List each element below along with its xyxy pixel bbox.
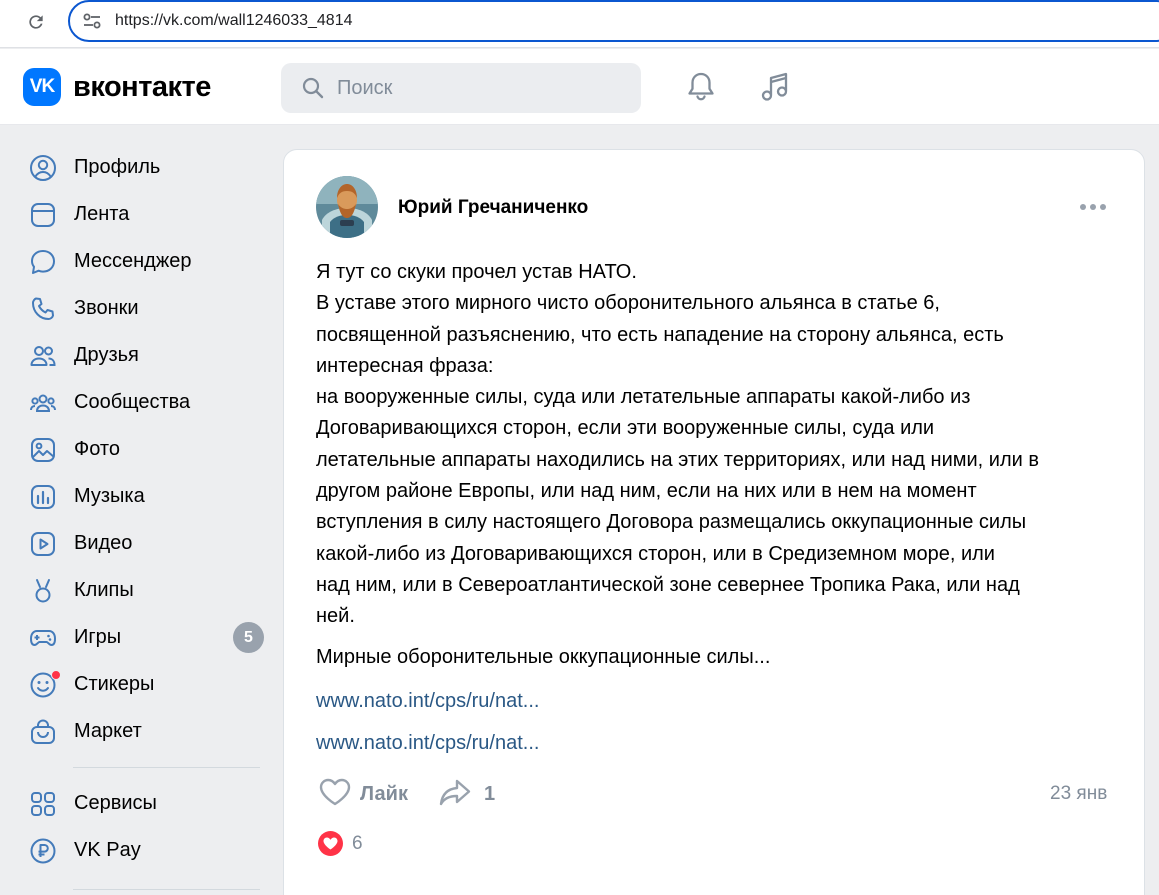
vk-logo-text: вконтакте — [73, 70, 211, 103]
phone-icon — [28, 294, 58, 324]
music-icon — [28, 482, 58, 512]
market-icon — [28, 717, 58, 747]
vkpay-icon — [28, 836, 58, 866]
nav-item-video[interactable] — [0, 520, 270, 567]
nav-label: Профиль — [74, 156, 161, 178]
nav-item-profile[interactable] — [0, 144, 270, 191]
nav-label: Стикеры — [74, 673, 155, 695]
nav-item-friends[interactable] — [0, 332, 270, 379]
nav-label: Игры — [74, 626, 122, 648]
new-stickers-dot — [51, 670, 61, 680]
nav-item-calls[interactable] — [0, 285, 270, 332]
url-text: https://vk.com/wall1246033_4814 — [115, 12, 353, 29]
photo-icon — [28, 435, 58, 465]
reload-icon[interactable] — [22, 8, 50, 36]
author-avatar[interactable] — [316, 176, 378, 238]
search-input[interactable] — [337, 63, 627, 113]
post-author-name[interactable]: Юрий Гречаниченко — [398, 197, 589, 218]
nav-label: Клипы — [74, 579, 134, 601]
clips-icon — [28, 576, 58, 606]
search-icon — [301, 76, 325, 105]
nav-label: Друзья — [74, 344, 139, 366]
share-button[interactable] — [438, 777, 495, 812]
nav-item-services[interactable] — [0, 780, 270, 827]
vk-logo[interactable] — [23, 68, 211, 106]
post-text: Я тут со скуки прочел устав НАТО. В уставе этого мирного чисто оборонительного альянса в статье 6, посвященной разъяснению, что есть нападение на сторону альянса, есть интересная фраза: на вооруженные силы, суда или летательные аппараты какой-либо из Договаривающихся сторон, если эти вооруженные силы, суда или летательные аппараты находились на этих территориях, или над ними, или в другом районе Европы, или над ним, если на них или в нем на момент вступления в силу настоящего Договора размещались оккупационные силы какой-либо из Договаривающихся сторон, или в Средиземном море, или над ним, или в Североатлантической зоне севернее Тропика Рака, или над ней. — [316, 261, 1039, 628]
games-icon — [28, 623, 58, 653]
post-actions — [318, 777, 495, 812]
nav-divider — [73, 889, 260, 890]
nav-label: Сообщества — [74, 391, 191, 413]
reaction-count: 6 — [352, 832, 363, 854]
site-settings-icon[interactable] — [82, 11, 102, 36]
post-more-icon[interactable] — [1080, 204, 1106, 210]
nav-item-clips[interactable] — [0, 567, 270, 614]
nav-label: Звонки — [74, 297, 139, 319]
nav-item-games[interactable] — [0, 614, 270, 661]
post-link[interactable]: www.nato.int/cps/ru/nat... — [316, 690, 540, 712]
nav-item-feed[interactable] — [0, 191, 270, 238]
profile-icon — [28, 153, 58, 183]
reactions-summary[interactable] — [318, 831, 363, 856]
nav-item-market[interactable] — [0, 708, 270, 755]
share-count: 1 — [483, 783, 496, 805]
nav-item-communities[interactable] — [0, 379, 270, 426]
communities-icon — [28, 388, 58, 418]
nav-label: Лента — [74, 203, 130, 225]
nav-item-vkpay[interactable] — [0, 827, 270, 874]
nav-label: Маркет — [74, 720, 142, 742]
feed-icon — [28, 200, 58, 230]
share-arrow-icon — [438, 777, 472, 812]
post-link[interactable]: www.nato.int/cps/ru/nat... — [316, 732, 540, 754]
nav-item-messenger[interactable] — [0, 238, 270, 285]
messenger-icon — [28, 247, 58, 277]
vk-logo-mark: VK — [23, 68, 61, 106]
notifications-bell-icon[interactable] — [684, 70, 718, 109]
vk-header — [0, 49, 1159, 125]
nav-label: Сервисы — [74, 792, 157, 814]
music-player-icon[interactable] — [758, 70, 792, 109]
friends-icon — [28, 341, 58, 371]
nav-label: Музыка — [74, 485, 145, 507]
search-box[interactable] — [281, 63, 641, 113]
heart-reaction-icon — [318, 831, 343, 856]
nav-label: VK Pay — [74, 839, 141, 861]
games-count-badge: 5 — [233, 622, 264, 653]
post-text-conclusion: Мирные оборонительные оккупационные силы... — [316, 646, 771, 668]
address-bar[interactable] — [68, 0, 1159, 42]
nav-divider — [73, 767, 260, 768]
heart-outline-icon — [318, 777, 352, 812]
nav-label: Фото — [74, 438, 120, 460]
nav-label: Видео — [74, 532, 133, 554]
nav-item-photo[interactable] — [0, 426, 270, 473]
browser-toolbar — [0, 0, 1159, 48]
like-label: Лайк — [360, 783, 408, 805]
left-nav — [0, 144, 270, 874]
services-icon — [28, 789, 58, 819]
wall-post — [283, 149, 1145, 895]
post-date[interactable]: 23 янв — [1050, 783, 1108, 804]
like-button[interactable] — [318, 777, 408, 812]
nav-item-stickers[interactable] — [0, 661, 270, 708]
nav-item-music[interactable] — [0, 473, 270, 520]
video-icon — [28, 529, 58, 559]
nav-label: Мессенджер — [74, 250, 192, 272]
